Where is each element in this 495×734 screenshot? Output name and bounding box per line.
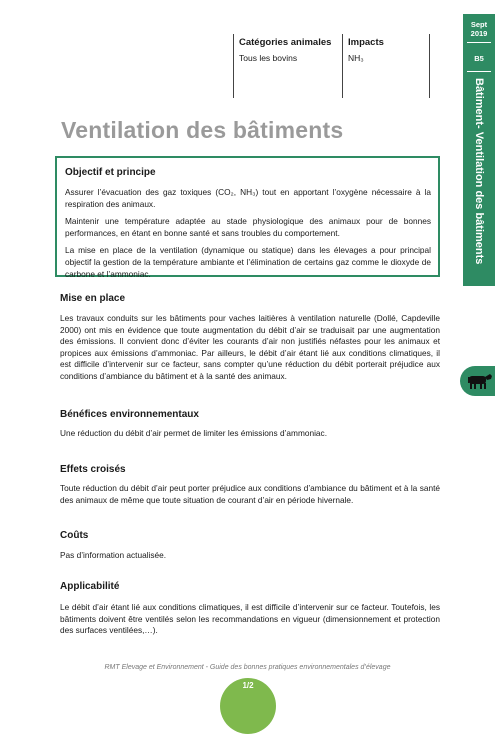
footer-text: RMT Elevage et Environnement - Guide des bonnes pratiques environnementales d’élevage (104, 664, 391, 671)
impacts-label: Impacts (348, 37, 384, 48)
impacts-value: NH₃ (348, 53, 364, 63)
categories-value: Tous les bovins (239, 53, 298, 63)
page-title: Ventilation des bâtiments (61, 117, 344, 143)
categories-label: Catégories animales (239, 37, 332, 48)
benefices-heading: Bénéfices environnementaux (60, 409, 199, 420)
side-divider (467, 42, 491, 43)
categories-column (233, 34, 343, 98)
effets-heading: Effets croisés (60, 464, 126, 475)
side-date: Sept 2019 (470, 20, 488, 38)
side-code: B5 (474, 54, 484, 63)
couts-heading: Coûts (60, 530, 89, 541)
objective-box (55, 156, 440, 277)
objective-heading: Objectif et principe (65, 167, 156, 178)
page-number: 1/2 (242, 681, 254, 690)
mise-en-place-heading: Mise en place (60, 293, 126, 304)
impacts-column (342, 34, 430, 98)
side-tab (463, 14, 495, 286)
side-vertical-title: Bâtiment- Ventilation des bâtiments (473, 78, 485, 265)
couts-text: Pas d’information actualisée. (60, 550, 167, 560)
table-divider (429, 34, 431, 98)
benefices-text: Une réduction du débit d’air permet de limiter les émissions d’ammoniac. (60, 428, 328, 438)
info-table (233, 34, 431, 98)
objective-paragraph: Assurer l’évacuation des gaz toxiques (CO₂, NH₃) tout en apportant l’oxygène nécessaire à la respiration des animaux. (65, 187, 431, 209)
mise-en-place-text: Les travaux conduits sur les bâtiments pour vaches laitières à ventilation naturelle (Dollé, Capdeville 2000) ont mis en évidence que toute augmentation du débit d’air se traduisait par une augmentation des émissions. Il convient donc d’éviter les courants d’air non justifiés néfastes pour les animaux et propices aux émissions d’ammoniac. Par ailleurs, le débit d’air étant lié aux conditions climatiques, il est difficile d’intervenir sur ce facteur, sans compter qu’une réduction du débit porterait préjudice aux conditions d’ambiance du bâtiment et à la santé des animaux. (60, 313, 440, 381)
effets-text: Toute réduction du débit d’air peut porter préjudice aux conditions d’ambiance du bâtiment et à la santé des animaux de même que toute situation de courant d’air en période hivernale. (60, 483, 440, 505)
applicabilite-text: Le débit d’air étant lié aux conditions climatiques, il est difficile d’intervenir sur ce facteur. Toutefois, les bâtiments doivent être ventilés selon les recommandations en vigueur (dimensionnement et protection des surfaces ventilées,…). (60, 602, 440, 636)
objective-paragraph: Maintenir une température adaptée au stade physiologique des animaux pour de bonnes performances, en étant en bonne santé et sans troubles du comportement. (65, 216, 431, 238)
objective-paragraph: La mise en place de la ventilation (dynamique ou statique) dans les élevages a pour principal objectif la gestion de la température ambiante et l’élimination de certains gaz comme le dioxyde de carbone et l’ammoniac. (65, 245, 431, 279)
side-divider-2 (467, 71, 491, 72)
cow-icon (460, 366, 495, 396)
applicabilite-heading: Applicabilité (60, 581, 120, 592)
